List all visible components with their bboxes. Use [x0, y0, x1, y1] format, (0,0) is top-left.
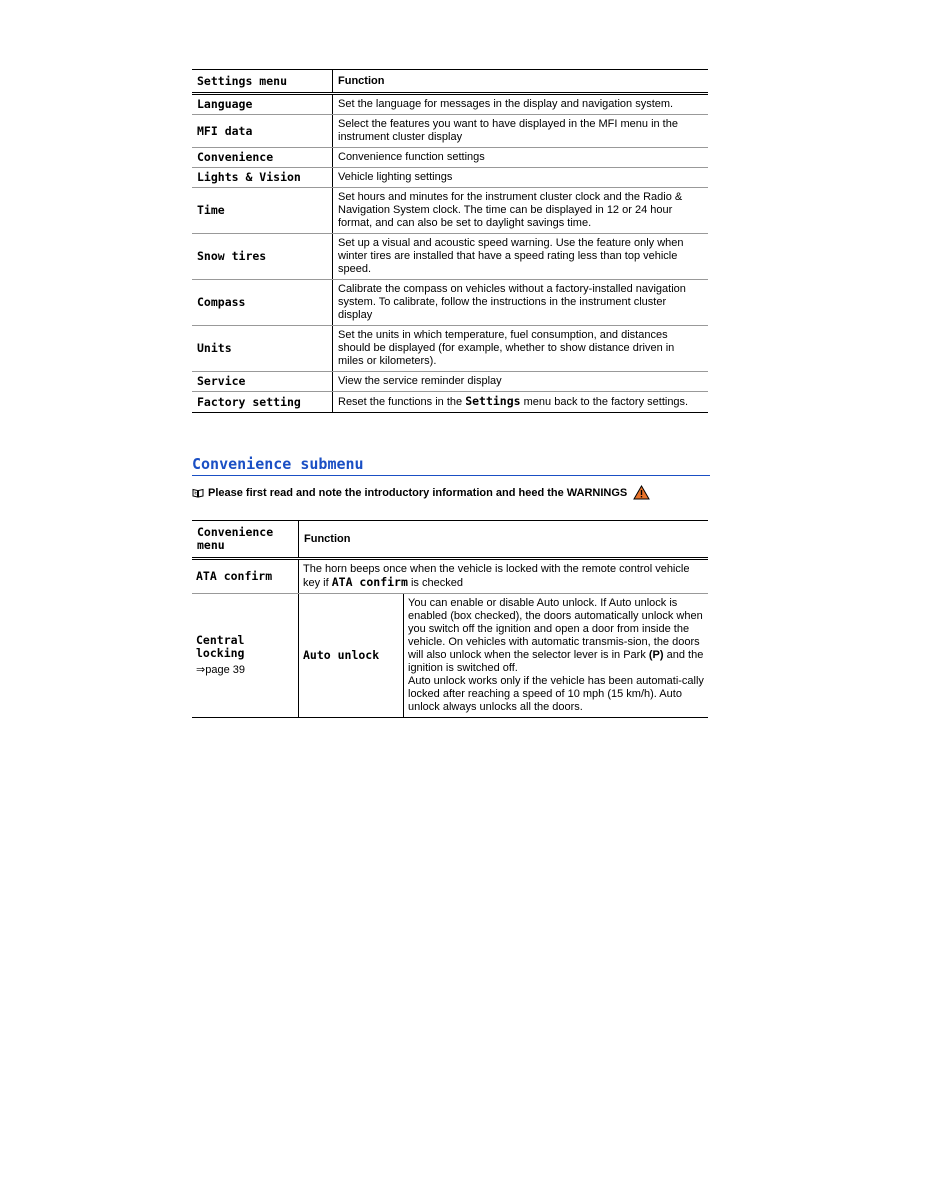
function-cell	[404, 594, 709, 718]
table-row	[192, 594, 708, 718]
table-row	[192, 188, 708, 234]
settings-code: Settings	[465, 394, 521, 408]
table-row	[192, 115, 708, 148]
menu-cell: ATA confirm	[192, 559, 299, 594]
sub-item-cell: Auto unlock	[299, 594, 404, 718]
function-text: Reset the functions in the	[338, 396, 466, 408]
intro-note	[192, 485, 722, 500]
function-text: menu back to the factory settings.	[520, 396, 689, 408]
function-cell: Set the units in which temperature, fuel consumption, and distances should be displayed (for example, whether to show distance driven in miles or kilometers).	[333, 326, 709, 372]
menu-cell: Snow tires	[192, 234, 333, 280]
menu-cell: Compass	[192, 280, 333, 326]
table-row	[192, 392, 708, 413]
table-row	[192, 94, 708, 115]
table-row	[192, 280, 708, 326]
menu-cell: Lights & Vision	[192, 168, 333, 188]
warning-icon	[633, 485, 650, 500]
table-header-row	[192, 521, 708, 559]
function-cell: View the service reminder display	[333, 372, 709, 392]
function-cell	[299, 559, 709, 594]
function-paragraph: Auto unlock works only if the vehicle has been automati-cally locked after reaching a speed of 10 mph (15 km/h). Auto unlock always unlocks all the doors.	[408, 675, 704, 713]
ata-code: ATA confirm	[331, 575, 408, 589]
function-header: Function	[333, 70, 709, 94]
menu-cell: Factory setting	[192, 392, 333, 413]
menu-cell: Language	[192, 94, 333, 115]
function-text: is checked	[407, 577, 463, 589]
table-row	[192, 234, 708, 280]
menu-cell: Time	[192, 188, 333, 234]
park-label: (P)	[648, 649, 664, 661]
menu-cell: Units	[192, 326, 333, 372]
menu-cell	[192, 594, 299, 718]
settings-menu-table	[192, 69, 708, 413]
function-cell: Select the features you want to have displayed in the MFI menu in the instrument cluster display	[333, 115, 709, 148]
page-reference-link[interactable]: ⇒page 39	[196, 664, 245, 676]
function-cell: Set up a visual and acoustic speed warning. Use the feature only when winter tires are installed that have a speed rating less than top vehicle speed.	[333, 234, 709, 280]
section-heading	[192, 455, 710, 476]
table-row	[192, 148, 708, 168]
table-header-row	[192, 70, 708, 94]
function-cell: Convenience function settings	[333, 148, 709, 168]
table-row	[192, 559, 708, 594]
function-cell	[333, 392, 709, 413]
table-row	[192, 168, 708, 188]
menu-cell: Convenience	[192, 148, 333, 168]
function-paragraph: You can enable or disable Auto unlock. If Auto unlock is enabled (box checked), the doors automatically unlock when you switch off the ignition and open a door from inside the vehicle. On vehicles with automatic transmis-sion, the doors will also unlock when the selector lever is in Park (P) and the ignition is switched off.	[408, 597, 704, 674]
function-text: The horn beeps once when the vehicle is locked with the remote control vehicle key if	[303, 563, 690, 589]
function-cell: Calibrate the compass on vehicles without a factory-installed navigation system. To calibrate, follow the instructions in the instrument cluster display	[333, 280, 709, 326]
settings-menu-header: Settings menu	[192, 70, 333, 94]
function-cell: Set hours and minutes for the instrument cluster clock and the Radio & Navigation System clock. The time can be displayed in 12 or 24 hour format, and can also be set to daylight savings time.	[333, 188, 709, 234]
section-heading-text: Convenience submenu	[192, 455, 364, 473]
function-cell: Vehicle lighting settings	[333, 168, 709, 188]
table-row	[192, 326, 708, 372]
function-header: Function	[299, 521, 709, 559]
menu-cell: MFI data	[192, 115, 333, 148]
table-row	[192, 372, 708, 392]
convenience-menu-header: Convenience menu	[192, 521, 299, 559]
menu-label: Central locking	[196, 633, 245, 660]
book-icon	[192, 488, 204, 498]
intro-text: Please first read and note the introductory information and heed the WARNINGS	[208, 486, 628, 499]
convenience-menu-table	[192, 520, 708, 718]
function-cell: Set the language for messages in the display and navigation system.	[333, 94, 709, 115]
menu-cell: Service	[192, 372, 333, 392]
